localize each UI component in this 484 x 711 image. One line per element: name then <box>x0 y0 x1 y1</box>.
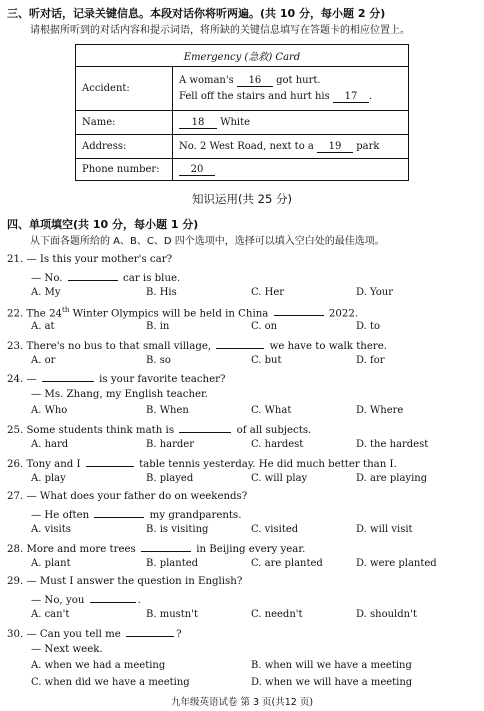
q30-option-c: C. when did we have a meeting <box>31 677 190 688</box>
blank-19: 19 <box>317 141 353 153</box>
address-label: Address: <box>76 135 173 159</box>
question-25: 25. Some students think math is of all subjects. <box>7 422 311 437</box>
q24-option-a: A. Who <box>31 405 68 416</box>
q27-option-c: C. visited <box>251 524 299 535</box>
q28-option-c: C. are planted <box>251 558 323 569</box>
q26-option-a: A. play <box>31 473 66 484</box>
q25-option-a: A. hard <box>31 439 69 450</box>
q28-option-b: B. planted <box>146 558 199 569</box>
q30-option-d: D. when we will have a meeting <box>251 677 413 688</box>
question-22: 22. The 24th Winter Olympics will be held in China 2022. <box>7 306 359 320</box>
section3-instruction: 请根据所听到的对话内容和提示词语，将所缺的关键信息填写在答题卡的相应位置上。 <box>30 25 410 36</box>
accident-value: A woman's 16 got hurt. Fell off the stairs and hurt his 17 . <box>173 67 409 111</box>
q23-option-c: C. but <box>251 355 282 366</box>
question-24-line2: — Ms. Zhang, my English teacher. <box>31 389 209 400</box>
card-title: Emergency (急救) Card <box>76 45 409 67</box>
name-value: 18 White <box>173 111 409 135</box>
q21-option-d: D. Your <box>356 287 393 298</box>
question-30-line2: — Next week. <box>31 644 103 655</box>
q26-option-c: C. will play <box>251 473 308 484</box>
q30-option-a: A. when we had a meeting <box>31 660 166 671</box>
q28-option-d: D. were planted <box>356 558 437 569</box>
question-26: 26. Tony and I table tennis yesterday. He did much better than I. <box>7 456 397 471</box>
emergency-card <box>75 44 409 181</box>
section4-title: 四、单项填空(共 10 分，每小题 1 分) <box>7 218 199 231</box>
q27-option-d: D. will visit <box>356 524 413 535</box>
q24-option-c: C. What <box>251 405 292 416</box>
question-21: 21. — Is this your mother's car? <box>7 254 173 265</box>
question-28: 28. More and more trees in Beijing every year. <box>7 541 305 556</box>
question-29: 29. — Must I answer the question in English? <box>7 576 243 587</box>
q29-option-d: D. shouldn't <box>356 609 417 620</box>
blank-16: 16 <box>237 75 273 87</box>
address-value: No. 2 West Road, next to a 19 park <box>173 135 409 159</box>
q27-option-b: B. is visiting <box>146 524 209 535</box>
q22-option-c: C. on <box>251 321 278 332</box>
blank-17: 17 <box>333 91 369 103</box>
q26-option-b: B. played <box>146 473 194 484</box>
q27-option-a: A. visits <box>31 524 71 535</box>
section3-title: 三、听对话，记录关键信息。本段对话你将听两遍。(共 10 分，每小题 2 分) <box>7 7 386 20</box>
q26-option-d: D. are playing <box>356 473 428 484</box>
question-21-line2: — No. car is blue. <box>31 270 180 285</box>
question-27-line2: — He often my grandparents. <box>31 507 242 522</box>
q21-option-c: C. Her <box>251 287 285 298</box>
q29-option-b: B. mustn't <box>146 609 198 620</box>
q22-option-b: B. in <box>146 321 170 332</box>
knowledge-title: 知识运用(共 25 分) <box>192 192 292 206</box>
q22-option-d: D. to <box>356 321 381 332</box>
q22-option-a: A. at <box>31 321 55 332</box>
question-30: 30. — Can you tell me ? <box>7 626 182 641</box>
q21-option-b: B. His <box>146 287 177 298</box>
accident-label: Accident: <box>76 67 173 111</box>
question-27: 27. — What does your father do on weekends? <box>7 491 248 502</box>
q29-option-c: C. needn't <box>251 609 303 620</box>
q25-option-b: B. harder <box>146 439 194 450</box>
blank-20: 20 <box>179 164 215 176</box>
q24-option-d: D. Where <box>356 405 404 416</box>
section4-instruction: 从下面各题所给的 A、B、C、D 四个选项中，选择可以填入空白处的最佳选项。 <box>30 236 385 247</box>
q30-option-b: B. when will we have a meeting <box>251 660 412 671</box>
q24-option-b: B. When <box>146 405 189 416</box>
q25-option-c: C. hardest <box>251 439 304 450</box>
phone-value <box>173 159 409 181</box>
q23-option-b: B. so <box>146 355 171 366</box>
blank-18: 18 <box>179 117 217 129</box>
question-23: 23. There's no bus to that small village, we have to walk there. <box>7 338 387 353</box>
q23-option-d: D. for <box>356 355 385 366</box>
page-footer: 九年级英语试卷 第 3 页(共12 页) <box>170 697 314 708</box>
question-29-line2: — No, you . <box>31 592 141 607</box>
q25-option-d: D. the hardest <box>356 439 429 450</box>
phone-label: Phone number: <box>76 159 173 181</box>
question-24: 24. — is your favorite teacher? <box>7 371 225 386</box>
q29-option-a: A. can't <box>31 609 70 620</box>
q28-option-a: A. plant <box>31 558 71 569</box>
name-label: Name: <box>76 111 173 135</box>
q21-option-a: A. My <box>31 287 61 298</box>
q23-option-a: A. or <box>31 355 56 366</box>
